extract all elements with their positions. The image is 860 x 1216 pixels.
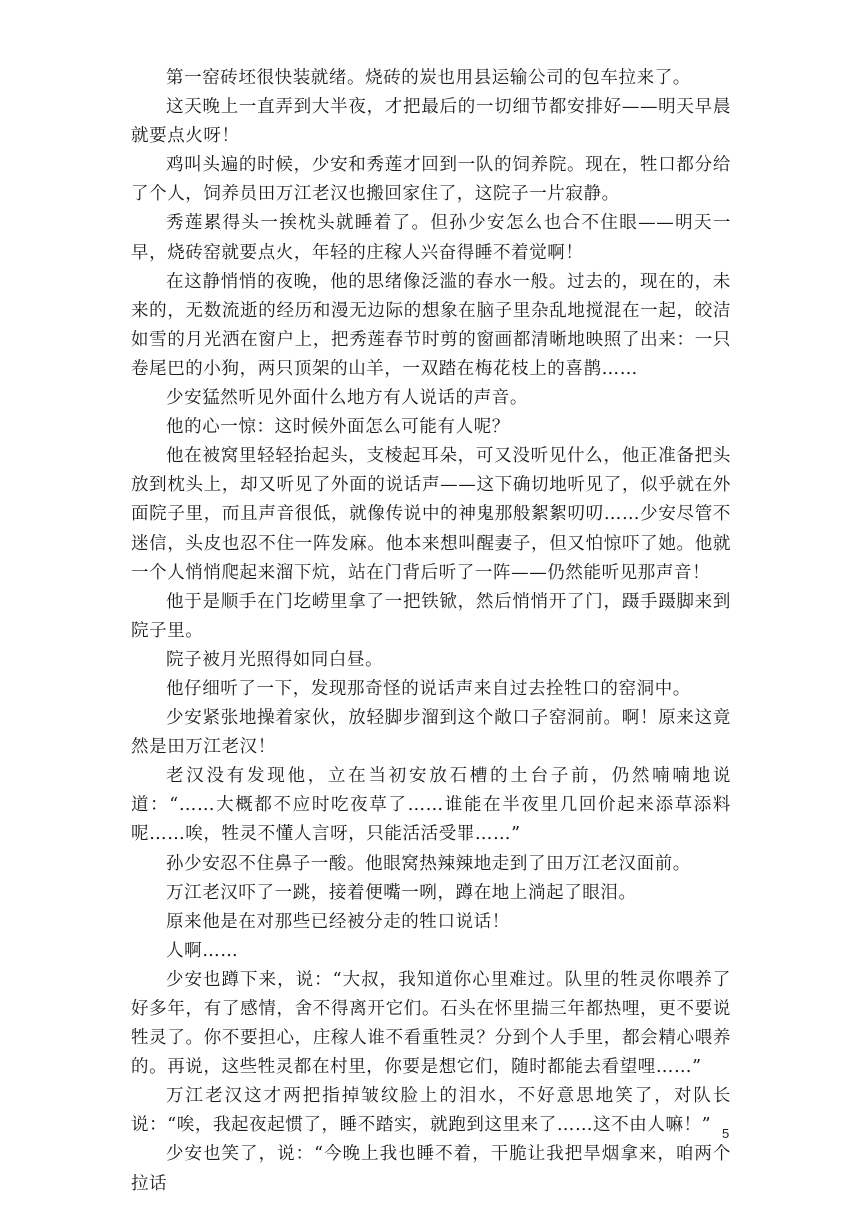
paragraph: 老汉没有发现他，立在当初安放石槽的土台子前，仍然喃喃地说道：“……大概都不应时吃夜草了……谁能在半夜里几回价起来添草添料呢……唉，牲灵不懂人言呀，只能活活受罪……” bbox=[131, 766, 731, 845]
paragraph: 鸡叫头遍的时候，少安和秀莲才回到一队的饲养院。现在，牲口都分给了个人，饲养员田万江老汉也搬回家住了，这院子一片寂静。 bbox=[131, 155, 731, 205]
paragraph: 人啊…… bbox=[166, 940, 239, 961]
paragraph: 少安也蹲下来，说：“大叔，我知道你心里难过。队里的牲灵你喂养了好多年，有了感情，舍不得离开它们。石头在怀里揣三年都热哩，更不要说牲灵了。你不要担心，庄稼人谁不看重牲灵？分到个人手里，都会精心喂养的。再说，这些牲灵都在村里，你要是想它们，随时都能去看望哩……” bbox=[131, 969, 731, 1078]
paragraph: 万江老汉这才两把指掉皱纹脸上的泪水，不好意思地笑了，对队长说：“唉，我起夜起惯了，睡不踏实，就跑到这里来了……这不由人嘛！” bbox=[131, 1086, 731, 1136]
paragraph: 原来他是在对那些已经被分走的牲口说话！ bbox=[166, 911, 510, 932]
paragraph: 院子被月光照得如同白昼。 bbox=[166, 649, 384, 670]
body-text bbox=[131, 64, 731, 1199]
paragraph: 他在被窝里轻轻抬起头，支棱起耳朵，可又没听见什么，他正准备把头放到枕头上，却又听见了外面的说话声——这下确切地听见了，似乎就在外面院子里，而且声音很低，就像传说中的神鬼那般絮絮叨叨……少安尽管不迷信，头皮也忍不住一阵发麻。他本来想叫醒妻子，但又怕惊吓了她。他就一个人悄悄爬起来溜下炕，站在门背后听了一阵——仍然能听见那声音！ bbox=[131, 446, 731, 583]
paragraph: 万江老汉吓了一跳，接着便嘴一咧，蹲在地上淌起了眼泪。 bbox=[166, 882, 637, 903]
paragraph: 少安也笑了，说：“今晚上我也睡不着，干脆让我把旱烟拿来，咱两个拉话 bbox=[131, 1144, 731, 1194]
paragraph: 孙少安忍不住鼻子一酸。他眼窝热辣辣地走到了田万江老汉面前。 bbox=[166, 853, 691, 874]
paragraph: 在这静悄悄的夜晚，他的思绪像泛滥的春水一般。过去的，现在的，未来的，无数流逝的经历和漫无边际的想象在脑子里杂乱地搅混在一起，皎洁如雪的月光洒在窗户上，把秀莲春节时剪的窗画都清晰地映照了出来：一只卷尾巴的小狗，两只顶架的山羊，一双踏在梅花枝上的喜鹊…… bbox=[131, 271, 731, 379]
paragraph: 他于是顺手在门圪崂里拿了一把铁锨，然后悄悄开了门，蹑手蹑脚来到院子里。 bbox=[131, 591, 731, 641]
paragraph: 这天晚上一直弄到大半夜，才把最后的一切细节都安排好——明天早晨就要点火呀！ bbox=[131, 97, 731, 147]
paragraph: 少安紧张地操着家伙，放轻脚步溜到这个敞口子窑洞前。啊！原来这竟然是田万江老汉！ bbox=[131, 708, 731, 758]
paragraph: 少安猛然听见外面什么地方有人说话的声音。 bbox=[166, 388, 528, 409]
paragraph: 秀莲累得头一挨枕头就睡着了。但孙少安怎么也合不住眼——明天一早，烧砖窑就要点火，年轻的庄稼人兴奋得睡不着觉啊！ bbox=[131, 213, 731, 263]
page-number: 5 bbox=[722, 1126, 730, 1141]
paragraph: 他仔细听了一下，发现那奇怪的说话声来自过去拴牲口的窑洞中。 bbox=[166, 678, 691, 699]
paragraph: 第一窑砖坯很快装就绪。烧砖的炭也用县运输公司的包车拉来了。 bbox=[166, 68, 691, 88]
paragraph: 他的心一惊：这时候外面怎么可能有人呢？ bbox=[166, 417, 510, 438]
